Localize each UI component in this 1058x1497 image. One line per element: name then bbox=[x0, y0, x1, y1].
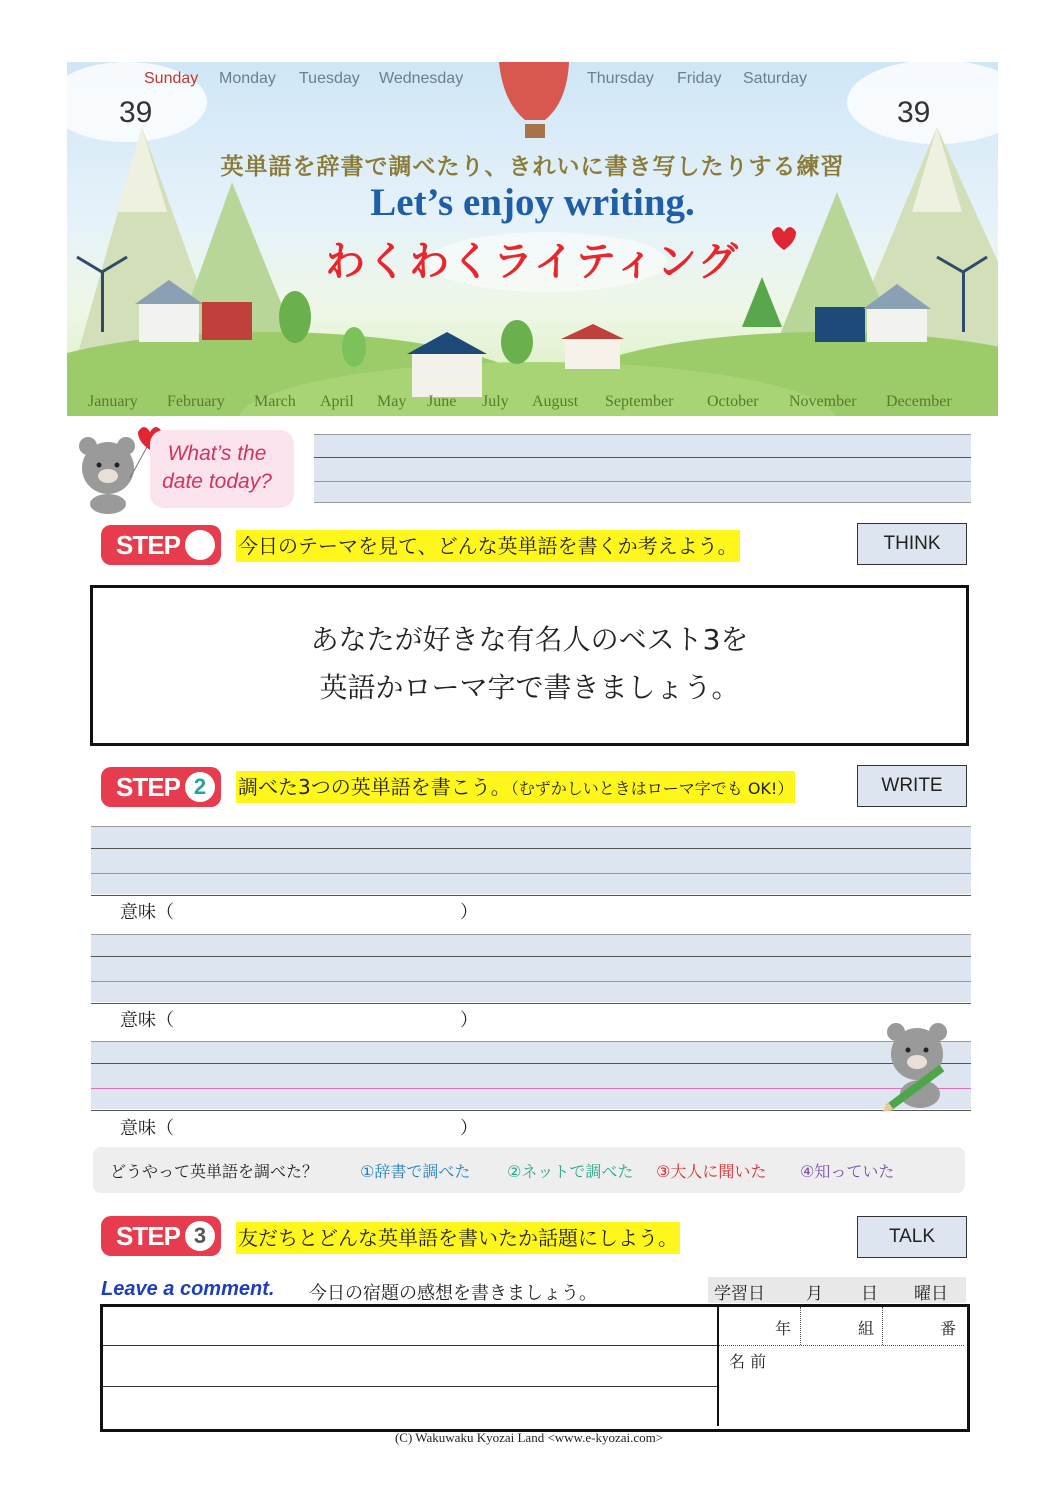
meaning-close-3: ） bbox=[460, 1118, 478, 1139]
think-tag: THINK bbox=[857, 523, 967, 565]
month-june: June bbox=[427, 393, 457, 410]
date-prompt bbox=[150, 440, 284, 496]
write-tag: WRITE bbox=[857, 765, 967, 807]
date-prompt-line1: What’s the bbox=[167, 442, 267, 465]
step2-instruction-note: （むずかしいときはローマ字でも OK!） bbox=[510, 779, 794, 798]
year-label: 年 bbox=[775, 1319, 792, 1338]
meaning-close-1: ） bbox=[460, 902, 478, 923]
copyright: (C) Wakuwaku Kyozai Land <www.e-kyozai.com> bbox=[394, 1430, 664, 1445]
meaning-label-3: 意味（ bbox=[120, 1118, 174, 1139]
word1-line-top bbox=[91, 826, 971, 827]
month-march: March bbox=[254, 393, 296, 410]
word3-line-base bbox=[91, 1088, 971, 1089]
word-writing-area-3[interactable] bbox=[91, 1041, 971, 1109]
banner-title-english: Let’s enjoy writing. bbox=[370, 181, 695, 224]
date-line-top bbox=[314, 434, 971, 435]
issue-number-left: 39 bbox=[119, 96, 153, 129]
method-option-dictionary[interactable]: ①辞書で調べた bbox=[360, 1162, 471, 1181]
step2-instruction-main: 調べた3つの英単語を書こう。 bbox=[238, 775, 511, 799]
month-september: September bbox=[605, 393, 674, 410]
word-writing-area-2[interactable] bbox=[91, 934, 971, 1002]
name-field[interactable] bbox=[720, 1346, 964, 1426]
banner-subtitle: 英単語を辞書で調べたり、きれいに書き写したりする練習 bbox=[220, 154, 845, 180]
theme-line2: 英語かローマ字で書きましょう。 bbox=[319, 671, 740, 704]
step1-instruction: 今日のテーマを見て、どんな英単語を書くか考えよう。 bbox=[236, 530, 740, 562]
step1-number: 1 bbox=[185, 530, 215, 560]
word1-line-bottom bbox=[91, 895, 971, 896]
month-december: December bbox=[886, 393, 952, 410]
word2-line-base bbox=[91, 981, 971, 982]
student-info-sep-2 bbox=[882, 1307, 883, 1345]
leave-comment-heading: Leave a comment. bbox=[101, 1278, 275, 1300]
day-thursday: Thursday bbox=[587, 70, 654, 87]
comment-writing-area[interactable] bbox=[103, 1307, 717, 1426]
step3-instruction: 友だちとどんな英単語を書いたか話題にしよう。 bbox=[236, 1222, 680, 1254]
date-prompt-line2: date today? bbox=[162, 470, 272, 493]
step2-number: 2 bbox=[185, 772, 215, 802]
study-date-label: 学習日 bbox=[714, 1284, 765, 1304]
day-wednesday: Wednesday bbox=[379, 70, 464, 87]
word-writing-area-1[interactable] bbox=[91, 826, 971, 894]
word3-line-mid bbox=[91, 1063, 971, 1064]
step2-instruction bbox=[236, 771, 795, 803]
student-info-sep-1 bbox=[800, 1307, 801, 1345]
month-october: October bbox=[707, 393, 759, 410]
day-tuesday: Tuesday bbox=[299, 70, 360, 87]
number-label: 番 bbox=[940, 1319, 957, 1338]
bear-pencil-icon bbox=[872, 1016, 964, 1112]
word3-line-top bbox=[91, 1041, 971, 1042]
month-january: January bbox=[88, 393, 138, 410]
day-sunday: Sunday bbox=[144, 70, 199, 87]
word1-line-base bbox=[91, 873, 971, 874]
month-august: August bbox=[532, 393, 579, 410]
header-banner bbox=[67, 62, 998, 416]
meaning-close-2: ） bbox=[460, 1010, 478, 1031]
day-monday: Monday bbox=[219, 70, 276, 87]
month-july: July bbox=[482, 393, 509, 410]
step2-badge: STEP 2 bbox=[101, 767, 221, 807]
meaning-label-1: 意味（ bbox=[120, 902, 174, 923]
date-writing-area[interactable] bbox=[314, 434, 971, 502]
study-weekday-label: 曜日 bbox=[914, 1284, 948, 1304]
talk-tag: TALK bbox=[857, 1216, 967, 1258]
method-option-internet[interactable]: ②ネットで調べた bbox=[507, 1162, 634, 1181]
comment-instruction: 今日の宿題の感想を書きましょう。 bbox=[309, 1283, 597, 1304]
method-option-adult[interactable]: ③大人に聞いた bbox=[656, 1162, 767, 1181]
study-month-label: 月 bbox=[806, 1284, 823, 1304]
month-february: February bbox=[167, 393, 225, 410]
month-may: May bbox=[377, 393, 407, 410]
day-saturday: Saturday bbox=[743, 70, 808, 87]
study-day-label: 日 bbox=[861, 1284, 878, 1304]
word3-line-bottom bbox=[91, 1110, 971, 1111]
theme-line1: あなたが好きな有名人のベスト3を bbox=[310, 623, 749, 656]
date-line-base bbox=[314, 481, 971, 482]
comment-divider bbox=[717, 1307, 719, 1426]
step1-badge: STEP 1 bbox=[101, 525, 221, 565]
class-label: 組 bbox=[858, 1319, 875, 1338]
word2-line-bottom bbox=[91, 1003, 971, 1004]
month-november: November bbox=[789, 393, 857, 410]
word2-line-mid bbox=[91, 956, 971, 957]
name-label: 名 前 bbox=[729, 1352, 767, 1371]
day-friday: Friday bbox=[677, 70, 722, 87]
word1-line-mid bbox=[91, 848, 971, 849]
banner-title-japanese: わくわくライティング bbox=[325, 239, 740, 285]
issue-number-right: 39 bbox=[897, 96, 931, 129]
date-line-bottom bbox=[314, 502, 971, 503]
step3-badge: STEP 3 bbox=[101, 1216, 221, 1256]
lookup-method-question: どうやって英単語を調べた？ bbox=[110, 1162, 319, 1181]
word2-line-top bbox=[91, 934, 971, 935]
method-option-knew[interactable]: ④知っていた bbox=[800, 1162, 895, 1181]
month-april: April bbox=[320, 393, 354, 410]
meaning-label-2: 意味（ bbox=[120, 1010, 174, 1031]
date-line-mid bbox=[314, 457, 971, 458]
step3-number: 3 bbox=[185, 1221, 215, 1251]
